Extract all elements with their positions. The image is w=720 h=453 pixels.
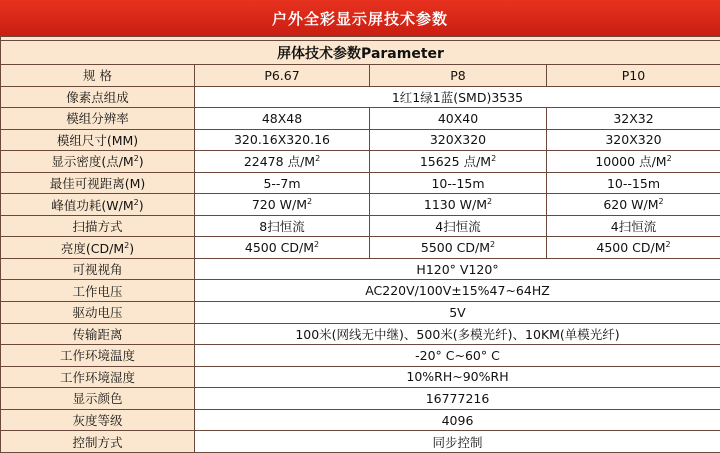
row-value-merged: 4096 [195,409,720,431]
row-label-text: 控制方式 [72,434,123,450]
row-value-superscript: 2 [665,240,671,250]
row-value [195,194,370,216]
row-label-text: 峰值功耗(W/M [51,197,134,213]
row-label-superscript: 2 [133,154,139,164]
spec-table [0,36,720,453]
row-value-merged: 5V [195,302,720,324]
table-row [1,323,720,345]
row-value [370,194,547,216]
row-label [1,409,195,431]
row-value [370,151,547,173]
row-label-tail: ) [138,154,144,170]
row-label-text: 传输距离 [72,326,123,342]
header-label: 规 格 [1,65,195,87]
row-label-text: 亮度(CD/M [60,240,125,256]
table-row [1,86,720,108]
row-label-text: 像素点组成 [66,89,129,105]
table-row [1,431,720,453]
page-title: 户外全彩显示屏技术参数 [0,0,720,36]
row-label [1,345,195,367]
row-value-text: 10--15m [606,175,660,191]
row-value [547,215,720,237]
row-value [370,172,547,194]
row-value [370,129,547,151]
row-value-text: 4500 CD/M [244,240,315,256]
row-value [547,108,720,130]
row-value [195,129,370,151]
row-value-text: 8扫恒流 [259,219,305,235]
table-row [1,366,720,388]
row-value-superscript: 2 [487,197,493,207]
row-label [1,302,195,324]
row-value [547,237,720,259]
row-label [1,366,195,388]
table-row [1,215,720,237]
row-value-merged: 同步控制 [195,431,720,453]
row-value-merged: 1红1绿1蓝(SMD)3535 [195,86,720,108]
row-label-tail: ) [129,240,135,256]
table-row [1,151,720,173]
row-label-superscript: 2 [133,197,139,207]
table-caption: 屏体技术参数Parameter [1,41,720,65]
header-row [1,65,720,87]
row-label-text: 扫描方式 [72,219,123,235]
row-value-text: 320X320 [605,132,662,148]
row-value [195,108,370,130]
row-value [370,108,547,130]
row-label [1,172,195,194]
table-caption-row [1,41,720,65]
header-col-p667: P6.67 [195,65,370,87]
row-value-text: 40X40 [437,110,479,126]
row-value [370,215,547,237]
row-value-text: 5500 CD/M [420,240,491,256]
row-label [1,323,195,345]
row-value-superscript: 2 [307,197,313,207]
row-label [1,431,195,453]
row-value-text: 620 W/M [603,197,659,213]
row-value-merged: H120° V120° [195,258,720,280]
row-label-text: 模组分辨率 [66,111,129,127]
row-label-text: 模组尺寸(MM) [56,132,139,148]
row-label-text: 灰度等级 [72,413,123,429]
header-col-p10: P10 [547,65,720,87]
row-value-text: 10000 点/M [595,154,667,170]
row-label [1,151,195,173]
row-value-superscript: 2 [491,154,497,164]
row-value [195,237,370,259]
row-value-text: 4500 CD/M [596,240,666,256]
row-value-text: 4扫恒流 [435,219,481,235]
row-label [1,86,195,108]
row-label [1,215,195,237]
row-label-text: 工作环境温度 [59,348,135,364]
row-value-text: 22478 点/M [243,154,316,170]
row-value-text: 1130 W/M [423,197,488,213]
row-value-text: 10--15m [431,175,485,191]
row-value-text: 320.16X320.16 [233,132,331,148]
row-label-text: 显示密度(点/M [51,154,134,170]
row-label-text: 最佳可视距离(M) [49,176,146,191]
row-value-text: 320X320 [429,132,487,148]
row-label-superscript: 2 [124,240,130,250]
row-value [547,194,720,216]
row-value-superscript: 2 [666,154,672,164]
row-value [547,151,720,173]
row-value [370,237,547,259]
row-label-text: 显示颜色 [72,391,123,407]
row-label-text: 工作环境湿度 [59,369,135,385]
table-row [1,388,720,410]
row-label [1,388,195,410]
table-row [1,345,720,367]
row-value-text: 5--7m [263,175,301,191]
row-value-text: 4扫恒流 [610,219,657,235]
row-value-superscript: 2 [658,197,664,207]
row-label-text: 可视视角 [72,262,123,278]
row-label-tail: ) [138,197,144,213]
row-value-superscript: 2 [314,240,320,250]
table-row [1,108,720,130]
row-value [195,172,370,194]
table-row [1,409,720,431]
table-row [1,194,720,216]
row-value-merged: 100米(网线无中继)、500米(多模光纤)、10KM(单模光纤) [195,323,720,345]
row-value [195,215,370,237]
row-value-superscript: 2 [315,154,321,164]
row-label [1,280,195,302]
row-value-merged: AC220V/100V±15%47~64HZ [195,280,720,302]
row-value [195,151,370,173]
row-value-text: 15625 点/M [419,154,492,170]
row-label [1,129,195,151]
row-value-merged: 10%RH~90%RH [195,366,720,388]
row-value [547,129,720,151]
row-label [1,237,195,259]
table-row [1,172,720,194]
table-row [1,280,720,302]
row-value-text: 48X48 [261,110,303,126]
row-value-merged: -20° C~60° C [195,345,720,367]
table-row [1,129,720,151]
table-row [1,302,720,324]
row-value-text: 32X32 [613,110,654,126]
row-value-superscript: 2 [490,240,496,250]
row-label [1,258,195,280]
table-row [1,237,720,259]
row-label-text: 驱动电压 [72,305,123,321]
row-value [547,172,720,194]
table-row [1,258,720,280]
row-value-text: 720 W/M [251,197,308,213]
header-col-p8: P8 [370,65,547,87]
row-label-text: 工作电压 [72,283,123,299]
row-label [1,194,195,216]
row-value-merged: 16777216 [195,388,720,410]
row-label [1,108,195,130]
